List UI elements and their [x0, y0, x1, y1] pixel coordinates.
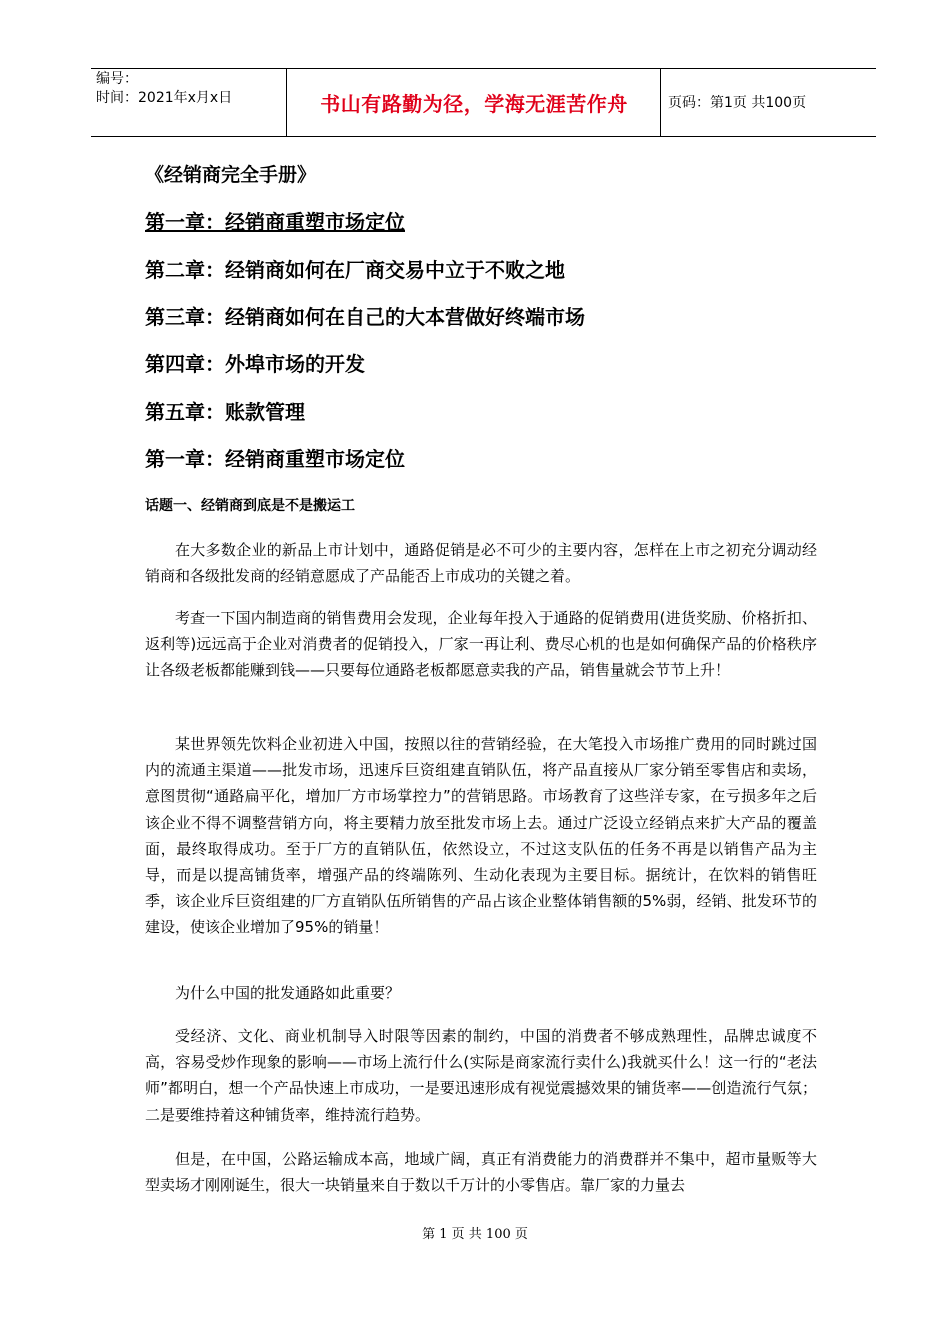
header-bottom-border — [91, 136, 876, 137]
header-meta — [96, 70, 232, 108]
toc-item-chapter-1[interactable]: 第一章：经销商重塑市场定位 — [145, 210, 405, 234]
toc-item-chapter-4: 第四章：外埠市场的开发 — [145, 352, 365, 376]
header-divider-right — [660, 68, 661, 136]
body-paragraph: 考查一下国内制造商的销售费用会发现，企业每年投入于通路的促销费用(进货奖励、价格折扣、返利等)远远高于企业对消费者的促销投入，厂家一再让利、费尽心机的也是如何确保产品的价格秩序让各级老板都能赚到钱——只要每位通路老板都愿意卖我的产品，销售量就会节节上升！ — [145, 609, 817, 680]
body-paragraph: 在大多数企业的新品上市计划中，通路促销是必不可少的主要内容，怎样在上市之初充分调动经销商和各级批发商的经销意愿成了产品能否上市成功的关键之着。 — [145, 541, 817, 586]
header-divider-left — [286, 68, 287, 136]
header-page-info: 页码：第1页 共100页 — [668, 95, 807, 111]
body-paragraph: 受经济、文化、商业机制导入时限等因素的制约，中国的消费者不够成熟理性，品牌忠诚度不高，容易受炒作现象的影响——市场上流行什么(实际是商家流行卖什么)我就买什么！这一行的“老法师”都明白，想一个产品快速上市成功，一是要迅速形成有视觉震撼效果的铺货率——创造流行气氛；二是要维持着这种铺货率，维持流行趋势。 — [145, 1027, 817, 1124]
document-title: 《经销商完全手册》 — [145, 164, 317, 186]
toc-item-chapter-5: 第五章：账款管理 — [145, 400, 305, 424]
chapter-heading: 第一章：经销商重塑市场定位 — [145, 447, 405, 471]
toc-item-chapter-3: 第三章：经销商如何在自己的大本营做好终端市场 — [145, 305, 585, 329]
page-footer: 第 1 页 共 100 页 — [422, 1227, 528, 1242]
body-paragraph: 为什么中国的批发通路如此重要？ — [175, 984, 401, 1002]
body-paragraph: 某世界领先饮料企业初进入中国，按照以往的营销经验，在大笔投入市场推广费用的同时跳过国内的流通主渠道——批发市场，迅速斥巨资组建直销队伍，将产品直接从厂家分销至零售店和卖场，意图贯彻“通路扁平化，增加厂方市场掌控力”的营销思路。市场教育了这些洋专家，在亏损多年之后该企业不得不调整营销方向，将主要精力放至批发市场上去。通过广泛设立经销点来扩大产品的覆盖面，最终取得成功。至于厂方的直销队伍，依然设立，不过这支队伍的任务不再是以销售产品为主导，而是以提高铺货率，增强产品的终端陈列、生动化表现为主要目标。据统计，在饮料的销售旺季，该企业斥巨资组建的厂方直销队伍所销售的产品占该企业整体销售额的5%弱，经销、批发环节的建设，使该企业增加了95%的销量！ — [145, 735, 817, 937]
body-paragraph: 但是，在中国，公路运输成本高，地域广阔，真正有消费能力的消费群并不集中，超市量贩等大型卖场才刚刚诞生，很大一块销量来自于数以千万计的小零售店。靠厂家的力量去 — [145, 1150, 817, 1195]
header-motto: 书山有路勤为径，学海无涯苦作舟 — [320, 92, 628, 116]
topic-heading: 话题一、经销商到底是不是搬运工 — [145, 498, 355, 514]
serial-label: 编号： — [96, 71, 138, 87]
header-top-border — [91, 68, 876, 69]
toc-item-chapter-2: 第二章：经销商如何在厂商交易中立于不败之地 — [145, 258, 565, 282]
time-label: 时间：2021年x月x日 — [96, 90, 233, 106]
